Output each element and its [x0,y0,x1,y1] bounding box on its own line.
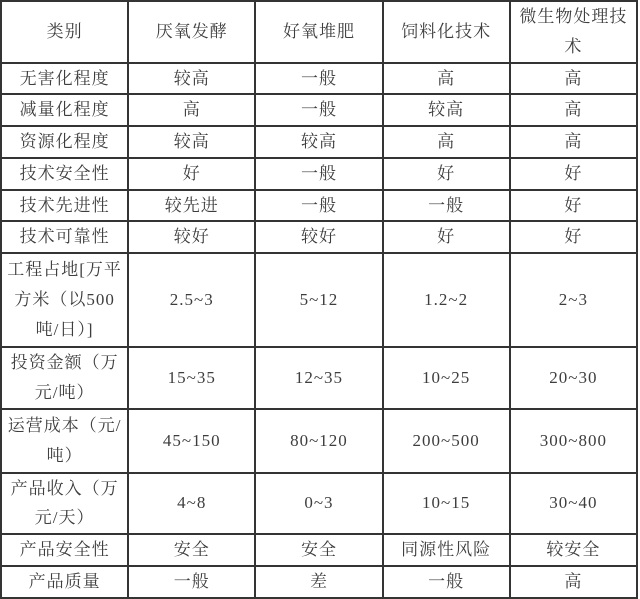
table-cell: 好 [510,190,637,222]
table-cell: 较高 [128,126,255,158]
row-label: 减量化程度 [1,94,128,126]
column-header-aerobic-composting: 好氧堆肥 [255,1,382,63]
table-cell: 一般 [255,94,382,126]
table-cell: 差 [255,566,382,598]
row-label: 资源化程度 [1,126,128,158]
table-row [1,63,637,95]
table-cell: 300~800 [510,409,637,473]
table-cell: 高 [383,126,510,158]
table-cell: 高 [383,63,510,95]
row-label: 无害化程度 [1,63,128,95]
row-label: 运营成本（元/吨） [1,409,128,473]
table-cell: 较高 [128,63,255,95]
row-label: 产品收入（万元/天） [1,473,128,535]
table-cell: 2.5~3 [128,253,255,347]
table-cell: 较好 [128,221,255,253]
table-cell: 好 [128,158,255,190]
table-cell: 1.2~2 [383,253,510,347]
row-label: 技术安全性 [1,158,128,190]
table-cell: 安全 [255,534,382,566]
table-cell: 12~35 [255,347,382,409]
column-header-feed-technology: 饲料化技术 [383,1,510,63]
table-cell: 4~8 [128,473,255,535]
table-row [1,221,637,253]
table-cell: 较高 [383,94,510,126]
table-row [1,347,637,409]
table-cell: 同源性风险 [383,534,510,566]
table-cell: 高 [128,94,255,126]
row-label: 工程占地[万平方米（以500吨/日）] [1,253,128,347]
row-label: 产品安全性 [1,534,128,566]
table-cell: 好 [383,221,510,253]
table-cell: 一般 [383,190,510,222]
table-cell: 较好 [255,221,382,253]
table-row [1,190,637,222]
column-header-anaerobic-fermentation: 厌氧发酵 [128,1,255,63]
row-label: 技术先进性 [1,190,128,222]
table-cell: 较高 [255,126,382,158]
table-cell: 10~15 [383,473,510,535]
table-row [1,473,637,535]
table-cell: 较安全 [510,534,637,566]
table-cell: 较先进 [128,190,255,222]
table-cell: 5~12 [255,253,382,347]
table-cell: 0~3 [255,473,382,535]
table-cell: 高 [510,566,637,598]
table-cell: 15~35 [128,347,255,409]
table-cell: 一般 [128,566,255,598]
table-row [1,158,637,190]
table-cell: 一般 [255,158,382,190]
table-cell: 80~120 [255,409,382,473]
table-cell: 高 [510,63,637,95]
header-row [1,1,637,63]
table-cell: 45~150 [128,409,255,473]
table-row [1,94,637,126]
column-header-category: 类别 [1,1,128,63]
table-cell: 2~3 [510,253,637,347]
table-cell: 一般 [255,63,382,95]
table-row [1,409,637,473]
table-cell: 好 [383,158,510,190]
table-cell: 一般 [383,566,510,598]
row-label: 产品质量 [1,566,128,598]
table-cell: 一般 [255,190,382,222]
table-cell: 高 [510,94,637,126]
table-cell: 高 [510,126,637,158]
table-cell: 30~40 [510,473,637,535]
table-cell: 好 [510,221,637,253]
column-header-microbial-treatment: 微生物处理技术 [510,1,637,63]
table-cell: 10~25 [383,347,510,409]
table-cell: 20~30 [510,347,637,409]
table-cell: 200~500 [383,409,510,473]
table-cell: 好 [510,158,637,190]
table-cell: 安全 [128,534,255,566]
table-row [1,253,637,347]
table-row [1,126,637,158]
table-row [1,566,637,598]
row-label: 技术可靠性 [1,221,128,253]
row-label: 投资金额（万元/吨） [1,347,128,409]
